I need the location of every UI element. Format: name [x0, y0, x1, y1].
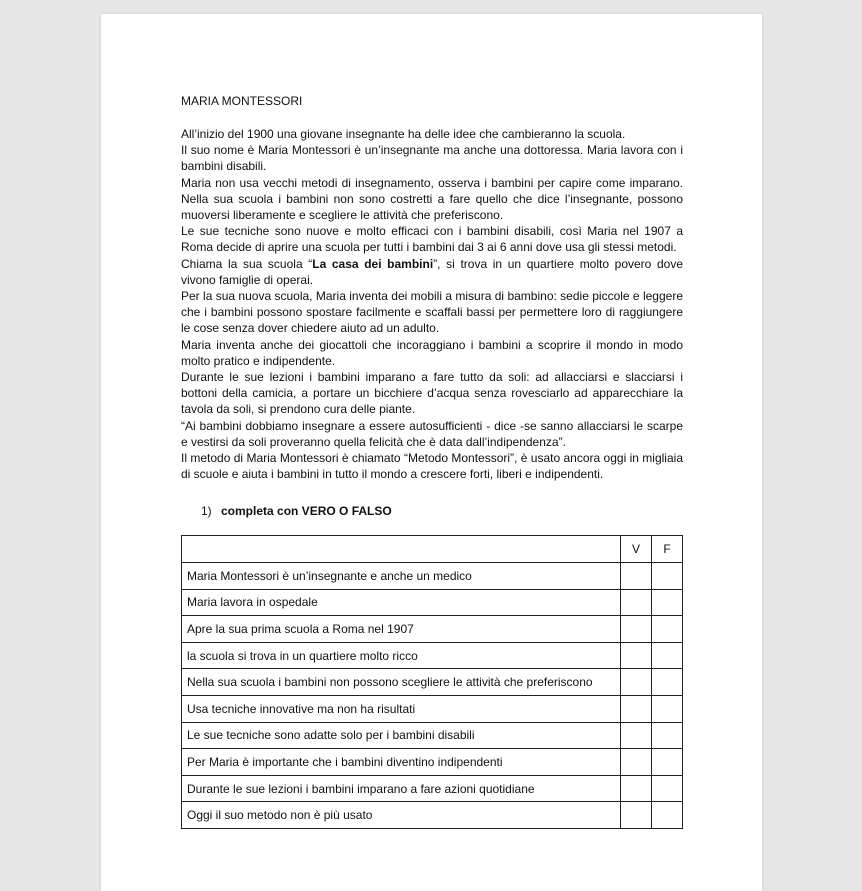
answer-cell-v[interactable] [621, 563, 652, 590]
answer-cell-v[interactable] [621, 669, 652, 696]
answer-cell-v[interactable] [621, 696, 652, 723]
header-f: F [652, 536, 683, 563]
exercise-number: 1) [201, 504, 212, 519]
statement-cell: Per Maria è importante che i bambini diventino indipendenti [182, 749, 621, 776]
page-content [181, 94, 683, 829]
table-row [182, 802, 683, 829]
paragraph: Durante le sue lezioni i bambini imparano a fare tutto da soli: ad allacciarsi e slacciarsi i bottoni della camicia, a portare un bicchiere d’acqua senza rovesciarlo ad apparecchiare la tavola da soli, si prendono cura delle piante. [181, 370, 683, 417]
paragraph: All’inizio del 1900 una giovane insegnante ha delle idee che cambieranno la scuola. [181, 127, 626, 141]
statement-cell: Maria lavora in ospedale [182, 589, 621, 616]
table-row [182, 642, 683, 669]
true-false-table [181, 535, 683, 829]
paragraph: Per la sua nuova scuola, Maria inventa dei mobili a misura di bambino: sedie piccole e leggere che i bambini possono spostare facilmente e scaffali bassi per permettere loro di raggiungere le cose senza dover chiedere aiuto ad un adulto. [181, 289, 683, 336]
answer-cell-f[interactable] [652, 589, 683, 616]
table-row [182, 589, 683, 616]
answer-cell-v[interactable] [621, 802, 652, 829]
answer-cell-f[interactable] [652, 775, 683, 802]
table-row [182, 722, 683, 749]
answer-cell-v[interactable] [621, 749, 652, 776]
answer-cell-f[interactable] [652, 749, 683, 776]
table-row [182, 563, 683, 590]
statement-cell: Maria Montessori è un’insegnante e anche un medico [182, 563, 621, 590]
statement-cell: Nella sua scuola i bambini non possono scegliere le attività che preferiscono [182, 669, 621, 696]
exercise-heading [201, 504, 683, 519]
answer-cell-f[interactable] [652, 642, 683, 669]
header-v: V [621, 536, 652, 563]
paragraph: Il metodo di Maria Montessori è chiamato “Metodo Montessori”, è usato ancora oggi in migliaia di scuole e aiuta i bambini in tutto il mondo a crescere forti, liberi e indipendenti. [181, 451, 683, 482]
answer-cell-f[interactable] [652, 722, 683, 749]
table-header-row [182, 536, 683, 563]
answer-cell-v[interactable] [621, 775, 652, 802]
statement-cell: Apre la sua prima scuola a Roma nel 1907 [182, 616, 621, 643]
paragraph-text: Chiama la sua scuola “ [181, 256, 313, 271]
statement-header-cell [182, 536, 621, 563]
answer-cell-v[interactable] [621, 616, 652, 643]
statement-cell: Le sue tecniche sono adatte solo per i bambini disabili [182, 722, 621, 749]
paragraph: “Ai bambini dobbiamo insegnare a essere autosufficienti - dice -se sanno allacciarsi le scarpe e vestirsi da soli proveranno quella felicità che è data dall’indipendenza”. [181, 418, 683, 449]
statement-cell: la scuola si trova in un quartiere molto ricco [182, 642, 621, 669]
answer-cell-f[interactable] [652, 696, 683, 723]
answer-cell-f[interactable] [652, 563, 683, 590]
statement-cell: Durante le sue lezioni i bambini imparano a fare azioni quotidiane [182, 775, 621, 802]
paragraph: Le sue tecniche sono nuove e molto efficaci con i bambini disabili, così Maria nel 1907 a Roma decide di aprire una scuola per tutti i bambini dai 3 ai 6 anni dove usa gli stessi metodi. [181, 224, 683, 255]
document-title: MARIA MONTESSORI [181, 94, 303, 108]
table-row [182, 696, 683, 723]
table-row [182, 749, 683, 776]
answer-cell-v[interactable] [621, 722, 652, 749]
answer-cell-f[interactable] [652, 616, 683, 643]
answer-cell-v[interactable] [621, 589, 652, 616]
paragraph: Il suo nome è Maria Montessori è un’insegnante ma anche una dottoressa. Maria lavora con i bambini disabili. [181, 143, 683, 174]
document-page [101, 14, 762, 891]
paragraph: Maria non usa vecchi metodi di insegnamento, osserva i bambini per capire come imparano. Nella sua scuola i bambini non sono costretti a fare quello che dice l’insegnante, possono muoversi liberamente e scegliere le attività che preferiscono. [181, 175, 683, 223]
paragraph-text: ”, si trova in un quartiere molto povero dove vivono famiglie di operai. [181, 256, 684, 287]
exercise-instruction: completa con VERO O FALSO [221, 504, 392, 519]
table-row [182, 616, 683, 643]
answer-cell-f[interactable] [652, 669, 683, 696]
statement-cell: Usa tecniche innovative ma non ha risultati [182, 696, 621, 723]
answer-cell-v[interactable] [621, 642, 652, 669]
paragraph [181, 256, 683, 288]
paragraph: Maria inventa anche dei giocattoli che incoraggiano i bambini a scoprire il mondo in modo molto pratico e indipendente. [181, 337, 683, 368]
answer-cell-f[interactable] [652, 802, 683, 829]
table-row [182, 775, 683, 802]
table-row [182, 669, 683, 696]
school-name: La casa dei bambini [312, 256, 434, 271]
statement-cell: Oggi il suo metodo non è più usato [182, 802, 621, 829]
